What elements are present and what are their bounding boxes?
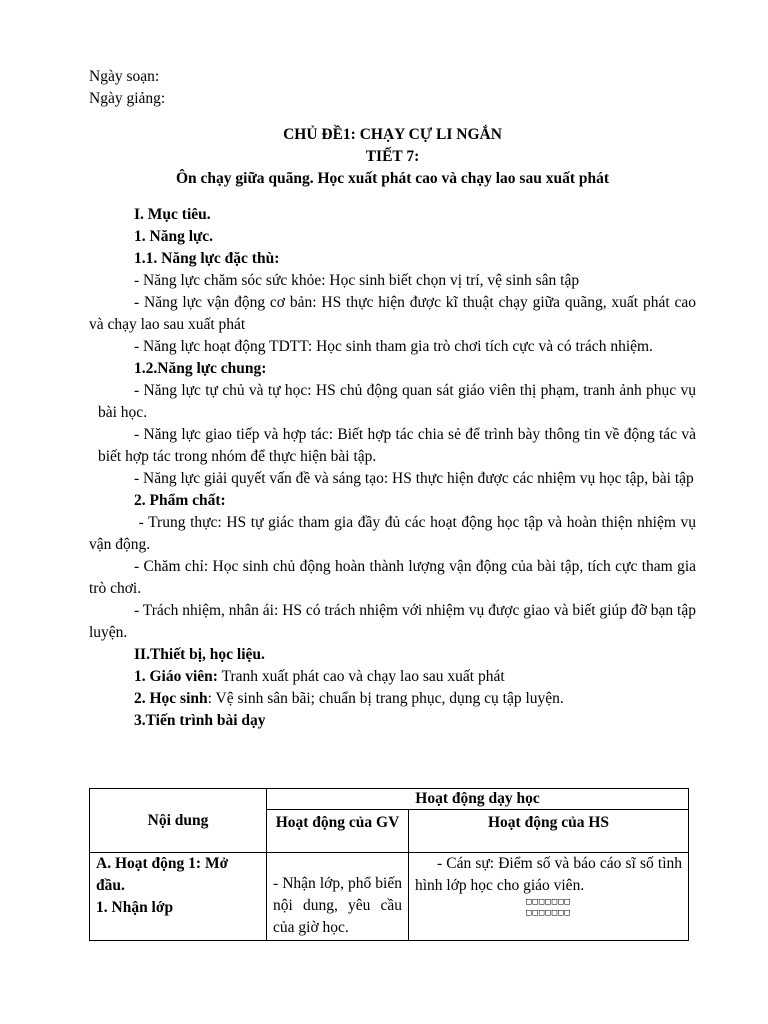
dac-thu-item: - Năng lực vận động cơ bản: HS thực hiện được kĩ thuật chạy giữa quãng, xuất phát cao và chạy lao sau xuất phát [89,294,700,333]
header-hoat-dong-day-hoc: Hoạt động dạy học [267,789,689,810]
heading-muc-tieu: I. Mục tiêu. [134,206,211,223]
pham-chat-item: - Trách nhiệm, nhân ái: HS có trách nhiệm với nhiệm vụ được giao và biết giúp đỡ bạn tập luyện. [89,602,700,641]
heading-dac-thu: 1.1. Năng lực đặc thù: [134,250,280,267]
cell-noi-dung [90,853,267,941]
chung-item: - Năng lực tự chủ và tự học: HS chủ động quan sát giáo viên thị phạm, tranh ảnh phục vụ bài học. [98,382,700,421]
pham-chat-item: - Trung thực: HS tự giác tham gia đầy đủ các hoạt động học tập và hoàn thiện nhiệm vụ vận động. [89,514,700,553]
activity-subtitle: 1. Nhận lớp [96,899,174,916]
activity-title: A. Hoạt động 1: Mở đầu. [96,855,229,894]
hoc-sinh-label: 2. Học sinh [134,690,208,707]
pham-chat-item: - Chăm chỉ: Học sinh chủ động hoàn thành lượng vận động của bài tập, tích cực tham gia trò chơi. [89,558,700,597]
chung-item: - Năng lực giải quyết vấn đề và sáng tạo: HS thực hiện được các nhiệm vụ học tập, bài tập [134,470,694,487]
dac-thu-item: - Năng lực hoạt động TDTT: Học sinh tham gia trò chơi tích cực và có trách nhiệm. [134,338,653,355]
lesson-subtitle: Ôn chạy giữa quãng. Học xuất phát cao và chạy lao sau xuất phát [175,170,610,187]
table-row [90,853,689,941]
cell-hs [409,853,689,941]
giao-vien-text: Tranh xuất phát cao và chạy lao sau xuất phát [217,668,505,685]
lesson-number: TIẾT 7: [365,148,420,165]
cell-gv: - Nhận lớp, phổ biến nội dung, yêu cầu của giờ học. [267,853,409,941]
hoc-sinh-line [89,688,696,710]
hs-text: - Cán sự: Điểm số và báo cáo sĩ số tình hình lớp học cho giáo viên. [415,855,682,894]
header-hoat-dong-gv: Hoạt động của GV [267,810,409,853]
dac-thu-item: - Năng lực chăm sóc sức khỏe: Học sinh biết chọn vị trí, vệ sinh sân tập [134,272,580,289]
heading-thiet-bi: II.Thiết bị, học liệu. [134,646,265,663]
giao-vien-line [89,666,696,688]
document-page [89,66,700,732]
heading-tien-trinh: 3.Tiến trình bài dạy [134,712,266,729]
heading-nang-luc: 1. Năng lực. [134,228,214,245]
formation-row: □□□□□□□ [526,908,571,918]
header-hoat-dong-hs: Hoạt động của HS [409,810,689,853]
ngay-soan: Ngày soạn: [89,68,160,85]
formation-row: □□□□□□□ [526,897,571,907]
topic-title: CHỦ ĐỀ1: CHẠY CỰ LI NGẮN [283,126,502,143]
header-noi-dung: Nội dung [90,789,267,853]
heading-chung: 1.2.Năng lực chung: [134,360,267,377]
chung-item: - Năng lực giao tiếp và hợp tác: Biết hợp tác chia sẻ để trình bày thông tin về động tác và biết hợp tác trong nhóm để thực hiện bài tập. [98,426,700,465]
ngay-giang: Ngày giảng: [89,90,166,107]
giao-vien-label: 1. Giáo viên: [134,668,218,685]
lesson-plan-table [89,788,689,941]
hoc-sinh-text: : Vệ sinh sân bãi; chuẩn bị trang phục, dụng cụ tập luyện. [207,690,564,707]
heading-pham-chat: 2. Phẩm chất: [134,492,226,509]
